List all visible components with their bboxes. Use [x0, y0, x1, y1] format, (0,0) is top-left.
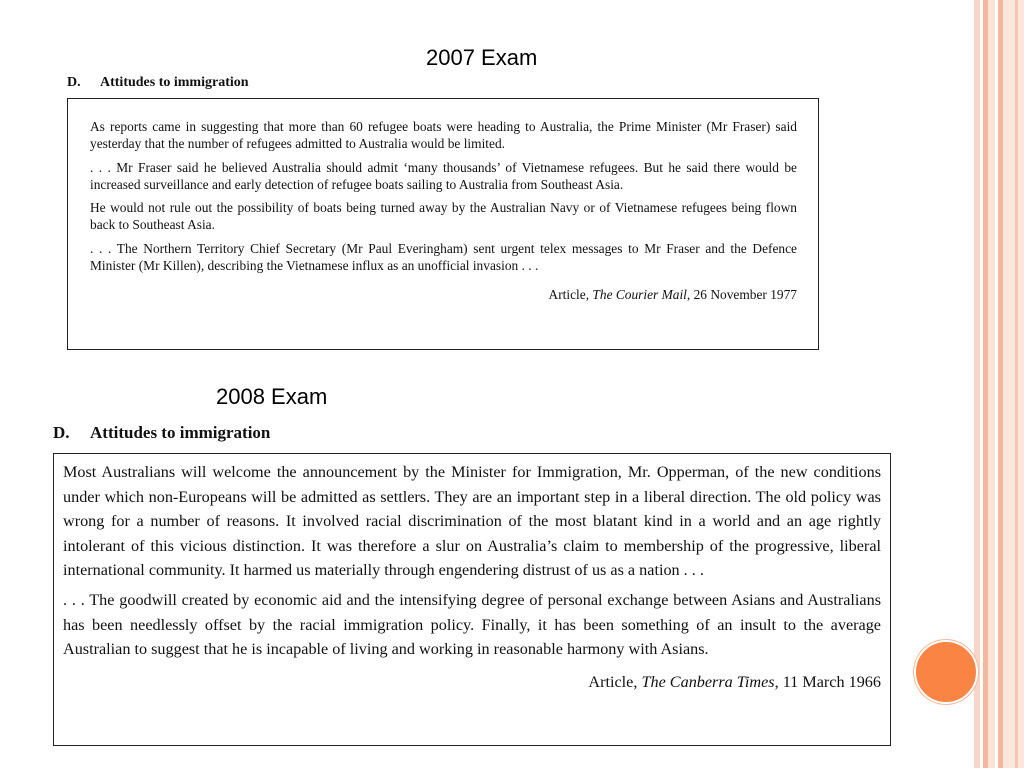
citation-date: , 26 November 1977 — [686, 286, 797, 302]
stripe — [988, 0, 995, 768]
stripe — [1015, 0, 1018, 768]
exam-2007-section-heading — [67, 75, 249, 91]
citation-date: , 11 March 1966 — [774, 672, 881, 691]
exam-2008-source-box — [53, 453, 891, 746]
citation-source: The Canberra Times — [641, 672, 775, 691]
source-paragraph: Most Australians will welcome the announcement by the Minister for Immigration, Mr. Opperman, of the new conditions under which non-Europeans will be admitted as settlers. They are an important step in a liberal direction. The old policy was wrong for a number of reasons. It involved racial discrimination of the most blatant kind in a world and an age rightly intolerant of this vicious distinction. It was therefore a slur on Australia’s claim to membership of the progressive, liberal international community. It harmed us materially through engendering distrust of us as a nation . . . — [63, 463, 881, 580]
decorative-orange-circle — [914, 640, 978, 704]
source-paragraph: . . . The goodwill created by economic aid and the intensifying degree of personal exchange between Asians and Australians has been needlessly offset by the racial immigration policy. Finally, it has been something of an insult to the average Australian to suggest that he is incapable of living and working in reasonable harmony with Asians. — [63, 590, 881, 659]
exam-2007-title: 2007 Exam — [426, 45, 538, 70]
source-paragraph: . . . Mr Fraser said he believed Australia should admit ‘many thousands’ of Vietnamese refugees. But he said there would be increased surveillance and early detection of refugee boats sailing to Australia from Southeast Asia. — [90, 159, 797, 192]
source-paragraph: As reports came in suggesting that more than 60 refugee boats were heading to Australia, the Prime Minister (Mr Fraser) said yesterday that the number of refugees admitted to Australia would be limited. — [90, 119, 797, 151]
source-paragraph: . . . The Northern Territory Chief Secretary (Mr Paul Everingham) sent urgent telex messages to Mr Fraser and the Defence Minister (Mr Killen), describing the Vietnamese influx as an unofficial invasion . . . — [90, 240, 797, 273]
source-paragraph: He would not rule out the possibility of boats being turned away by the Australian Navy or of Vietnamese refugees being flown back to Southeast Asia. — [90, 200, 797, 232]
citation-prefix: Article, — [548, 286, 593, 302]
decorative-side-stripes — [974, 0, 1024, 768]
section-title: Attitudes to immigration — [90, 423, 271, 442]
citation-source: The Courier Mail — [592, 286, 687, 302]
exam-2007-source-box — [67, 98, 819, 350]
section-letter: D. — [67, 75, 81, 90]
stripe — [974, 0, 980, 768]
stripe — [1003, 0, 1024, 768]
source-citation — [90, 286, 797, 303]
exam-2008-title: 2008 Exam — [216, 384, 328, 409]
citation-prefix: Article, — [588, 672, 642, 691]
section-title: Attitudes to immigration — [100, 75, 249, 90]
exam-2008-section-heading — [53, 423, 270, 443]
section-letter: D. — [53, 423, 70, 442]
source-citation — [63, 670, 881, 695]
